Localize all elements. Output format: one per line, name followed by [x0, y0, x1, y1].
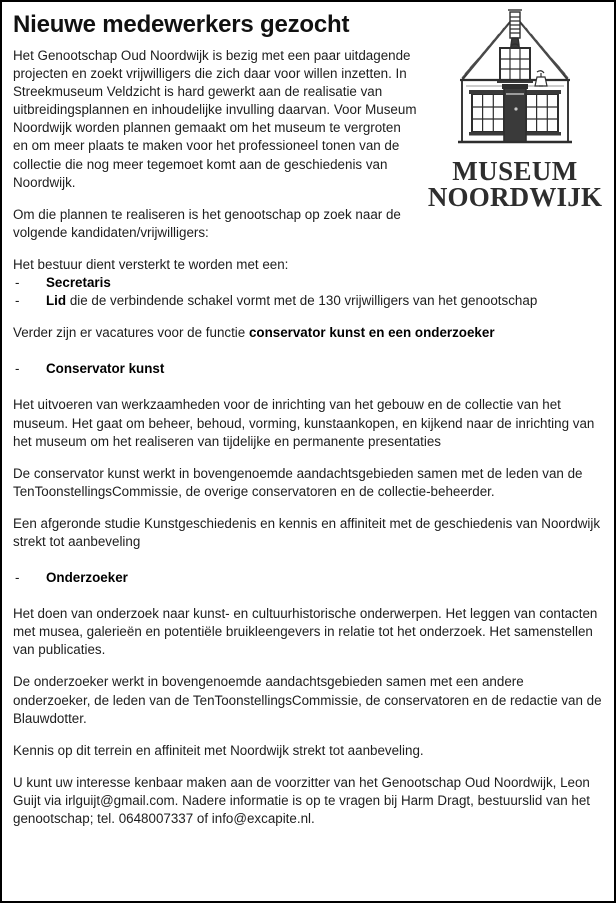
- role-name: Lid: [46, 293, 67, 309]
- onderzoeker-paragraph-1: Het doen van onderzoek naar kunst- en cultuurhistorische onderwerpen. Het leggen van contacten met musea, galerieën en potentiële bruikleengevers in relatie tot het onderzoek. Het samenstellen van publicaties.: [13, 606, 598, 658]
- section-heading-conservator: [13, 360, 604, 378]
- dash-bullet-icon: -: [15, 275, 20, 291]
- onderzoeker-paragraph-2: De onderzoeker werkt in bovengenoemde aandachtsgebieden samen met een andere onderzoeker, de leden van de TenToonstellingsCommissie, de conservatoren en de redactie van de Blauwdotter.: [13, 674, 602, 726]
- role-description: die de verbindende schakel vormt met de 130 vrijwilligers van het genootschap: [66, 293, 538, 309]
- conservator-paragraph-1: Het uitvoeren van werkzaamheden voor de inrichting van het gebouw en de collectie van het museum. Het gaat om beheer, behoud, vorming, kunstaankopen, en kijkend naar de inrichting van het museum om het realiseren van tijdelijke en permanente presentaties: [13, 397, 595, 449]
- vacancies-roles: conservator kunst en een onderzoeker: [248, 325, 495, 341]
- document-body: [2, 2, 614, 901]
- vacancies-paragraph: [13, 324, 604, 342]
- section-heading-onderzoeker: [13, 569, 604, 587]
- vacancies-prefix: Verder zijn er vacatures voor de functie: [13, 325, 249, 341]
- plans-paragraph: Om die plannen te realiseren is het genootschap op zoek naar de volgende kandidaten/vrijwilligers:: [13, 206, 401, 240]
- intro-paragraph: Het Genootschap Oud Noordwijk is bezig met een paar uitdagende projecten en zoekt vrijwilligers die zich daar voor willen inzetten. In Streekmuseum Veldzicht is hard gewerkt aan de realisatie van uitbreidingsplannen en inhoudelijke invulling daarvan. Voor Museum Noordwijk worden plannen gemaakt om het museum te vergroten en om meer plaats te maken voor het professioneel tonen van de collectie die nog meer tegemoet komt aan de geschiedenis van Noordwijk.: [13, 48, 417, 190]
- logo-wordmark-line-2: NOORDWIJK: [427, 182, 603, 213]
- section-heading-label: Conservator kunst: [46, 361, 165, 377]
- list-item: [13, 292, 604, 310]
- content-flow: [13, 39, 604, 828]
- dash-bullet-icon: -: [15, 570, 20, 586]
- board-intro-paragraph: Het bestuur dient versterkt te worden met een:: [13, 256, 289, 272]
- dash-bullet-icon: -: [15, 293, 20, 309]
- contact-paragraph: U kunt uw interesse kenbaar maken aan de voorzitter van het Genootschap Oud Noordwijk, Leon Guijt via irlguijt@gmail.com. Nadere informatie is op te vragen bij Harm Dragt, bestuurslid van het genootschap; tel. 0648007337 of info@excapite.nl.: [13, 774, 590, 826]
- role-name: Secretaris: [46, 275, 111, 291]
- dash-bullet-icon: -: [15, 361, 20, 377]
- page-title: Nieuwe medewerkers gezocht: [13, 11, 350, 38]
- onderzoeker-paragraph-3: Kennis op dit terrein en affiniteit met Noordwijk strekt tot aanbeveling.: [13, 742, 424, 758]
- logo-wordmark-line-1: MUSEUM: [452, 156, 578, 186]
- conservator-paragraph-2: De conservator kunst werkt in bovengenoemde aandachtsgebieden samen met de leden van de TenToonstellingsCommissie, de overige conservatoren en de collectie-beheerder.: [13, 465, 583, 499]
- conservator-paragraph-3: Een afgeronde studie Kunstgeschiedenis en kennis en affiniteit met de geschiedenis van Noordwijk strekt tot aanbeveling: [13, 515, 601, 549]
- list-item: [13, 274, 604, 292]
- board-roles-list: [13, 274, 604, 310]
- section-heading-label: Onderzoeker: [46, 570, 128, 586]
